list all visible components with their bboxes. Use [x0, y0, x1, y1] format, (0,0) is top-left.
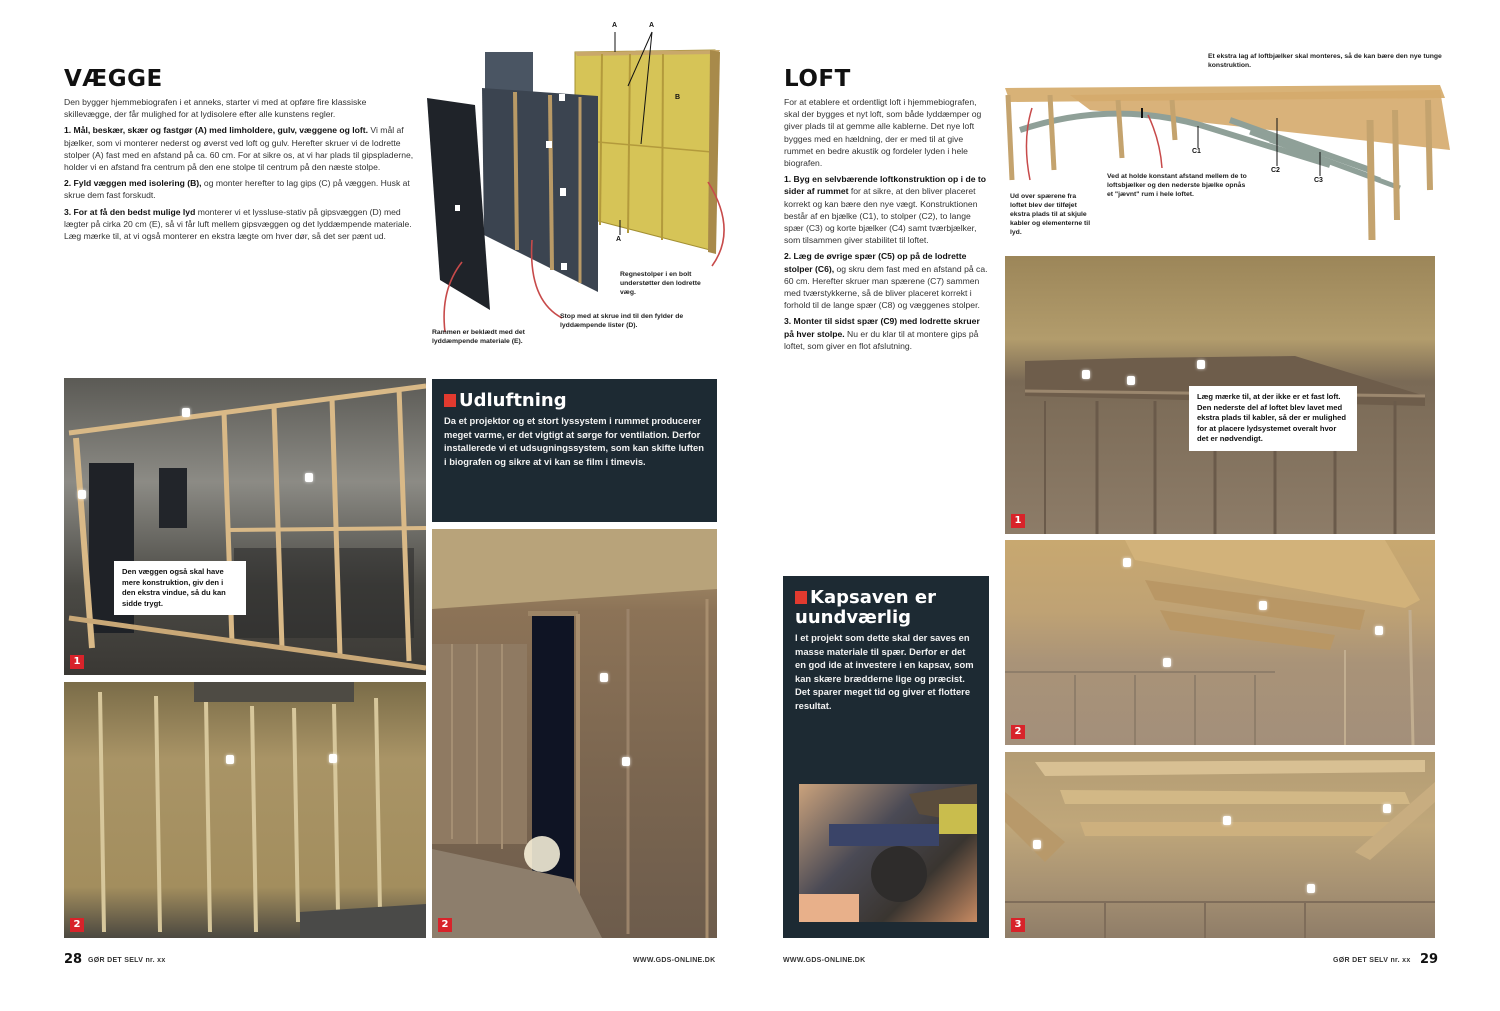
diagram-caption-left: Ud over spærene fra loftet blev der tilføjet ekstra plads til at skjule kabler og elementerne til lyd. [1010, 193, 1091, 236]
step-lead: 1. Byg en selvbærende loftkonstruktion op i de to sider af rummet [784, 174, 986, 197]
marker-c9 [1307, 884, 1315, 893]
photo-number-badge: 2 [1011, 725, 1025, 739]
photo-number-badge: 1 [1011, 514, 1025, 528]
diagram-caption-studs: Regnestolper i en bolt understøtter den lodrette væg. [620, 271, 701, 296]
diagram-caption-middle: Ved at holde konstant afstand mellem de to loftsbjælker og den nederste bjælke opnås et "jævnt" rum i hele loftet. [1107, 173, 1247, 198]
diagram-caption-screws: Stop med at skrue ind til den fylder de lyddæmpende lister (D). [560, 313, 684, 329]
step-lead: 2. Læg de øvrige spær (C5) op på de lodrette stolper (C6), [784, 251, 967, 274]
wall-exploded-diagram [420, 20, 740, 360]
info-box-title-text: Kapsaven er uundværlig [795, 587, 936, 628]
diagram-tag-b: B [675, 94, 681, 101]
marker-a [182, 408, 190, 417]
marker-a [78, 490, 86, 499]
ceiling-article-text [784, 96, 989, 356]
ceiling-step-2 [784, 250, 989, 311]
marker-b [329, 754, 337, 763]
step-text: og monter herefter to lag gips (C) på væggen. Husk at skrue dem fast forskudt. [64, 178, 410, 201]
page-number-right: 29 [1420, 952, 1439, 967]
ceiling-intro: For at etablere et ordentligt loft i hjemmebiografen, skal der bygges et nyt loft, som både lyddæmper og giver plads til at gemme alle kablerne. Det nye loft bygges med en hældning, der er med til at give rummet en bedre akustik og fordeler lyden i hele biografen. [784, 97, 982, 169]
diagram-caption-frame: Rammen er beklædt med det lyddæmpende materiale (E). [432, 329, 525, 345]
diagram-tag-a2: A [649, 22, 655, 29]
diagram-caption-top: Et ekstra lag af loftbjælker skal monteres, så de kan bære den nye tunge konstruktion. [1208, 53, 1442, 69]
footer-website-left[interactable]: WWW.GDS-ONLINE.DK [633, 957, 716, 964]
step-lead: 1. Mål, beskær, skær og fastgør (A) med limholdere, gulv, væggene og loft. [64, 125, 369, 136]
step-text: monterer vi et lyssluse-stativ på gipsvæggen (D) med lægter på cirka 20 cm (E), så vi får luft mellem gipsvæggen og det lyddæmpende materiale. Læg mærke til, at vi også monterer en ekstra lægte om hver dør, så det ser pænt ud. [64, 206, 412, 242]
section-title-ceiling: LOFT [784, 66, 851, 92]
photo-callout-ceiling: Læg mærke til, at der ikke er et fast loft. Den nederste del af loftet blev lavet med ekstra plads til kabler, så der er mulighed for at placere lydsystemet overalt hvor det er nødvendigt. [1189, 386, 1357, 451]
step-lead: 3. Monter til sidst spær (C9) med lodrette skruer på hver stolpe. [784, 316, 980, 339]
ceiling-beams-illustration [1005, 752, 1435, 938]
photo-miter-saw [799, 784, 977, 922]
page-number-left: 28 [64, 952, 83, 967]
photo-number-badge: 1 [70, 655, 84, 669]
red-square-icon [444, 394, 456, 407]
photo-ceiling-frame [1005, 256, 1435, 534]
marker-b [226, 755, 234, 764]
wall-diagram-illustration [420, 20, 740, 360]
info-box-title [795, 588, 977, 628]
marker-c8 [1223, 816, 1231, 825]
info-box-text: Da et projektor og et stort lyssystem i rummet producerer meget varme, er det vigtigt at sørge for ventilation. Derfor installerede vi et udsugningssystem, som kan skifte luften i biografen og sikre at vi kan se film i timevis. [444, 415, 704, 467]
ceiling-step-1 [784, 173, 989, 246]
marker-c6 [1123, 558, 1131, 567]
marker-c4 [1082, 370, 1090, 379]
step-text: og skru dem fast med en afstand på ca. 60 cm. Herefter skruer man spærene (C7) sammen med tværstykkerne, så de bliver placeret korrekt i forhold til de lange spær (C8) og væggenes stolper. [784, 263, 988, 311]
marker-d [600, 673, 608, 682]
footer-magazine-left [88, 957, 166, 964]
issue-number: nr. xx [1390, 957, 1411, 964]
marker-c3 [1163, 658, 1171, 667]
walls-intro: Den bygger hjemmebiografen i et anneks, starter vi med at opføre fire klassiske skillevægge, der får mulighed for at lydisolere efter alle kunstens regler. [64, 97, 367, 120]
miter-saw-illustration [799, 784, 977, 922]
insulation-illustration [64, 682, 426, 938]
photo-stud-frame [64, 378, 426, 675]
info-box-ventilation [432, 379, 717, 522]
section-title-walls: VÆGGE [64, 66, 163, 92]
marker-c1 [1197, 360, 1205, 369]
right-page [750, 0, 1500, 1011]
marker-c7 [1033, 840, 1041, 849]
diagram-tag-c3: C3 [1314, 177, 1323, 184]
finished-walls-illustration [432, 529, 717, 938]
marker-e [622, 757, 630, 766]
marker-c6 [1259, 601, 1267, 610]
ceiling-step-3 [784, 315, 989, 352]
footer-website-right[interactable]: WWW.GDS-ONLINE.DK [783, 957, 866, 964]
info-box-title [444, 391, 705, 411]
photo-ceiling-rafters [1005, 540, 1435, 745]
step-text: Vi mål af bjælker, som vi monterer nederst og øverst ved loft og gulv. Herefter skruer vi de lodrette stolper (A) fast med en afstand på ca. 60 cm. For at sikre os, at vi har plads til gipspladerne, holder vi en afstand fra centrum på den ene stolpe til centrum på den næste stolpe. [64, 125, 414, 173]
marker-c7 [1375, 626, 1383, 635]
diagram-tag-a3: A [616, 236, 622, 243]
red-square-icon [795, 591, 807, 604]
footer-magazine-right [1333, 957, 1411, 964]
walls-article-text [64, 96, 416, 246]
photo-number-badge: 2 [438, 918, 452, 932]
photo-ceiling-beams [1005, 752, 1435, 938]
photo-insulation [64, 682, 426, 938]
photo-number-badge: 3 [1011, 918, 1025, 932]
step-lead: 3. For at få den bedst mulige lyd [64, 206, 196, 217]
photo-callout-wall: Den væggen også skal have mere konstruktion, giv den i den ekstra vindue, så du kan sidde trygt. [114, 561, 246, 615]
marker-b [305, 473, 313, 482]
marker-c8 [1383, 804, 1391, 813]
step-lead: 2. Fyld væggen med isolering (B), [64, 178, 202, 189]
info-box-miter-saw [783, 576, 989, 938]
diagram-tag-c1: C1 [1192, 148, 1201, 155]
stud-frame-illustration [64, 378, 426, 675]
magazine-name: GØR DET SELV [88, 957, 144, 964]
info-box-title-text: Udluftning [459, 390, 567, 411]
ceiling-frame-diagram [1000, 40, 1460, 250]
info-box-text: I et projekt som dette skal der saves en masse materiale til spær. Derfor er det en god ide at investere i en kapsav, som kan skære brædderne lige og præcist. Det sparer meget tid og giver et flottere resultat. [795, 632, 974, 711]
step-text: for at sikre, at den bliver placeret korrekt og kan bære den nye vægt. Konstruktionen består af en bjælke (C1), to stolper (C2), to lange spær (C3) og korte bjælker (C4) samt tværbjælker, som tilsammen giver stabilitet til loftet. [784, 186, 978, 246]
diagram-tag-c2: C2 [1271, 167, 1280, 174]
magazine-name: GØR DET SELV [1333, 957, 1389, 964]
walls-step-1 [64, 124, 416, 173]
issue-number: nr. xx [145, 957, 166, 964]
walls-step-2 [64, 177, 416, 201]
photo-number-badge: 2 [70, 918, 84, 932]
step-text: Nu er du klar til at montere gips på loftet, som giver en flot afslutning. [784, 328, 979, 351]
marker-c5 [1127, 376, 1135, 385]
photo-finished-walls [432, 529, 717, 938]
diagram-tag-a1: A [612, 22, 618, 29]
ceiling-rafters-illustration [1005, 540, 1435, 745]
walls-step-3 [64, 206, 416, 243]
